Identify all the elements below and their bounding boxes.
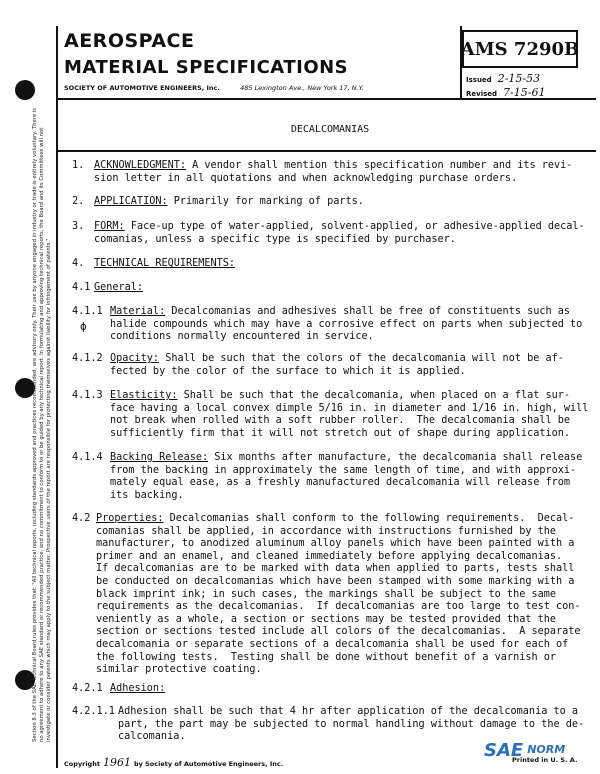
section-text-line: decalcomania or separate sections of a decalcomania shall be used for each of <box>96 638 569 650</box>
copyright-line <box>64 756 283 769</box>
section-heading: FORM: <box>94 221 125 232</box>
section-text-line: Six months after manufacture, the decalcomania shall release <box>214 452 583 463</box>
section-heading: Opacity: <box>110 353 160 364</box>
section-text-line: fected by the color of the surface to which it is applied. <box>110 365 466 377</box>
section-text-line: conditions normally encountered in service. <box>110 331 374 343</box>
watermark-suffix: NORM <box>527 743 566 756</box>
section-number: 2. <box>72 196 85 207</box>
revised-date: 7-15-61 <box>503 86 546 99</box>
section-text-line: mately equal ease, as a freshly manufactured decalcomania will release from <box>110 477 571 489</box>
issued-label: Issued <box>466 76 492 84</box>
section-number: 3. <box>72 221 85 232</box>
section-text-line: Adhesion shall be such that 4 hr after application of the decalcomania to a <box>118 706 579 717</box>
section-text-line: halide compounds which may have a corrosive effect on parts when subjected to <box>110 318 583 330</box>
section-heading: ACKNOWLEDGMENT: <box>94 160 187 171</box>
section-heading: TECHNICAL REQUIREMENTS: <box>94 258 236 269</box>
section-heading: Backing Release: <box>110 452 209 463</box>
section-number: 4.1.2 <box>72 353 103 364</box>
section-number: 4. <box>72 258 85 269</box>
section-text-line: Shall be such that the colors of the decalcomania will not be af- <box>165 353 564 364</box>
section-text-line: black imprint ink; in such cases, the markings shall be subject to the same <box>96 588 557 600</box>
section-heading: General: <box>94 282 144 293</box>
section-text-line: sion letter in all quotations and when acknowledging purchase orders. <box>94 172 518 184</box>
document-title: DECALCOMANIAS <box>290 124 370 135</box>
section-text-line: be conducted on decalcomanias which have been stamped with some marking with a <box>96 575 575 587</box>
section-heading: Material: <box>110 306 166 317</box>
printed-in: Printed in U. S. A. <box>512 756 578 764</box>
section-text-line: Shall be such that the decalcomania, when placed on a flat sur- <box>183 390 571 401</box>
section-number: 4.2.1 <box>72 683 103 694</box>
section-heading: Adhesion: <box>110 683 166 694</box>
section-text-line: veniently as a whole, a section or sections may be tested provided that the <box>96 613 557 625</box>
section-text-line: similar protective coating. <box>96 664 262 676</box>
section-text-line: comanias shall be applied, in accordance with instructions furnished by the <box>96 525 557 537</box>
section-text-line: sufficiently firm that it will not stretch out of shape during application. <box>110 427 571 439</box>
section-text-line: face having a local convex dimple 5/16 in. in diameter and 1/16 in. high, will <box>110 402 589 414</box>
section-text-line: A vendor shall mention this specification number and its revi- <box>192 160 573 171</box>
revision-marker: ϕ <box>80 320 87 333</box>
section-heading: Properties: <box>96 513 164 524</box>
page-frame-left <box>56 26 58 768</box>
section-text-line: the following tests. Testing shall be done without benefit of a varnish or <box>96 651 557 663</box>
section-text-line: requirements as the decalcomanias. If decalcomanias are too large to test con- <box>96 601 581 613</box>
section-number: 1. <box>72 160 85 171</box>
spec-number-box: AMS 7290B <box>462 30 578 68</box>
section-text-line: Primarily for marking of parts. <box>173 196 364 207</box>
society-line <box>64 84 364 92</box>
section-text-line: calcomania. <box>118 731 186 743</box>
section-text-line: manufacturer, to anodized aluminum alloy panels which have been painted with a <box>96 538 575 550</box>
sae-norm-watermark <box>484 740 565 761</box>
title-rule <box>56 150 596 152</box>
section-number: 4.1.4 <box>72 452 103 463</box>
title-aerospace: AEROSPACE <box>64 30 195 52</box>
watermark-brand: SAE <box>484 740 524 761</box>
issued-line <box>466 72 540 85</box>
section-text-line: section or sections tested include all colors of the decalcomanias. A separate <box>96 626 581 638</box>
section-text-line: comanias, unless a specific type is specified by purchaser. <box>94 233 456 245</box>
section-text-line: not break when rolled with a soft rubber roller. The decalcomania shall be <box>110 415 571 427</box>
section-number: 4.2.1.1 <box>72 706 115 717</box>
section-text-line: Face-up type of water-applied, solvent-applied, or adhesive-applied decal- <box>130 221 585 232</box>
section-text-line: its backing. <box>110 489 184 501</box>
revised-label: Revised <box>466 90 498 98</box>
section-text-line: If decalcomanias are to be marked with data when applied to parts, tests shall <box>96 563 575 575</box>
issued-date: 2-15-53 <box>497 72 541 85</box>
section-number: 4.1 <box>72 282 91 293</box>
society-name: SOCIETY OF AUTOMOTIVE ENGINEERS, Inc. <box>64 84 220 92</box>
section-heading: Elasticity: <box>110 390 178 401</box>
title-material-specifications: MATERIAL SPECIFICATIONS <box>64 57 349 78</box>
copyright-year: 1961 <box>102 756 131 769</box>
revised-line <box>466 86 545 99</box>
copyright-label: Copyright <box>64 760 100 768</box>
sae-advisory-note: Section 8.3 of the SAE Technical Board rules provides that: "All technical reports, including standards approved and practices recommended, are advisory only. Their use by anyone engaged in industry or trade is entirely voluntary. There is no agreement to adhere to any SAE standard or recommended practice, and no commitment to conform to or be guided by any technical report. In formulating and approving technical reports, the Board and its Committees will not investigate or consider patents which may apply to the subject matter. Prospective users of the report are responsible for protecting themselves against liability for infringement of patents." <box>32 108 52 742</box>
section-text-line: from the backing in approximately the same length of time, and with approxi- <box>110 464 577 476</box>
section-text-line: Decalcomanias and adhesives shall be free of constituents such as <box>171 306 571 317</box>
section-text-line: part, the part may be subjected to normal handling without damage to the de- <box>118 718 585 730</box>
section-text-line: Decalcomanias shall conform to the following requirements. Decal- <box>169 513 575 524</box>
society-address: 485 Lexington Ave., New York 17, N.Y. <box>240 84 364 92</box>
section-number: 4.1.3 <box>72 390 103 401</box>
section-number: 4.1.1 <box>72 306 103 317</box>
section-text-line: primer and an enamel, and cleaned immediately before applying decalcomanias. <box>96 550 563 562</box>
section-number: 4.2 <box>72 513 91 524</box>
copyright-holder: by Society of Automotive Engineers, Inc. <box>133 760 284 768</box>
punch-hole <box>15 80 35 100</box>
section-heading: APPLICATION: <box>94 196 168 207</box>
